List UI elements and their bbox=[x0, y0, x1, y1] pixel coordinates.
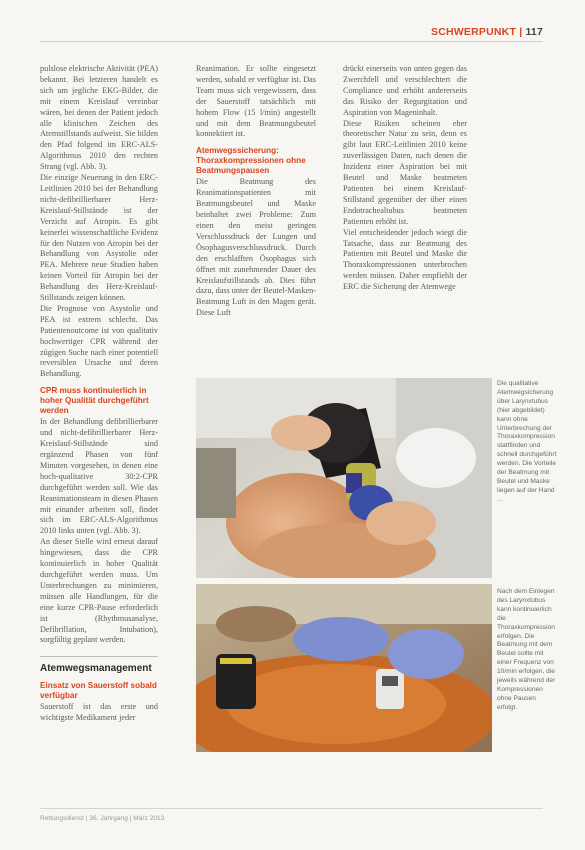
paragraph: Sauerstoff ist das erste und wichtigste Medikament jeder bbox=[40, 702, 158, 723]
photo-airway-bag-ventilation bbox=[196, 378, 492, 578]
section-title: Atemwegsmanagement bbox=[40, 663, 152, 675]
footer-citation: Rettungsdienst | 36. Jahrgang | März 2013 bbox=[40, 815, 165, 822]
paragraph: Die Beatmung des Reanimationspatienten mit Beatmungsbeutel und Maske beinhaltet zwei Probleme: Zum einen den meist geringen Verschlussdruck der Lungen und Ösophagusverschlussdruck. Durch den erschlafften Ösophagus sich öffnet mit zunehmender Dauer des Kreislaufstillstands ab. Dies führt dazu, dass unter der Beutel-Masken-Beatmung Luft in den Magen gerät. Diese Luft bbox=[196, 177, 316, 318]
text-column-2 bbox=[196, 64, 316, 354]
text-column-1 bbox=[40, 64, 158, 744]
footer-rule bbox=[40, 808, 543, 809]
section-label: SCHWERPUNKT bbox=[431, 26, 517, 38]
paragraph: Viel entscheidender jedoch wiegt die Tatsache, dass zur Beatmung des Patienten mit Beutel und Maske die Thoraxkompressionen unterbrochen werden müssen. Daher empfiehlt der ERC die Sicherung der Atemwege bbox=[343, 227, 467, 292]
section-divider bbox=[40, 656, 158, 657]
subheading: Atemwegssicherung: Thoraxkompressionen ohne Beatmungspausen bbox=[196, 146, 306, 176]
page-number: 117 bbox=[525, 26, 543, 38]
paragraph: drückt einerseits von unten gegen das Zwerchfell und verschlechtert die Compliance und erhöht andererseits das Risiko der Regurgitation und Aspiration von Mageninhalt. bbox=[343, 64, 467, 117]
paragraph: In der Behandlung defibrillierbarer und nicht-defibrillierbarer Herz-Kreislauf-Stillstände sind ergänzend Phasen von fünf Minuten vorgesehen, in denen eine hoch-qualitative 30:2-CPR durchgeführt werden soll. Wie das Reanimationsteam in diesen Phasen mit einander arbeiten soll, findet sich im ERC-ALS-Algorithmus 2010 links unten (vgl. Abb. 3). bbox=[40, 417, 158, 536]
running-header bbox=[431, 26, 543, 38]
subheading: CPR muss kontinuierlich in hoher Qualität durchgeführt werden bbox=[40, 386, 149, 416]
paragraph: Diese Risiken scheinen eher theoretischer Natur zu sein, denn es gibt laut ERC-Leitlinien 2010 keine zuverlässigen Daten, nach denen die Inzidenz einer Aspiration bei mit Beutel und Maske beatmeten Patienten bei einem Kreislauf-Stillstand gegenüber der über einen Endotrachealtubus beatmeten Patienten erhöht ist. bbox=[343, 118, 467, 226]
header-separator: | bbox=[519, 26, 523, 38]
figure-caption: Die qualitative Atemwegsicherung über Larynxtubus (hier abgebildet) kann ohne Unterbrechung der Thoraxkompression stattfinden und schnell durchgeführt werden. Die Vorteile der Beatmung mit Beutel und Maske liegen auf der Hand ... bbox=[497, 380, 557, 503]
paragraph: Die Prognose von Asystolie und PEA ist extrem schlecht. Das Patientenoutcome ist von qualitativ hochwertiger CPR während der zügigen Suche nach einer potentiell reversiblen Ursache und deren Behandlung. bbox=[40, 303, 158, 379]
text-column-3 bbox=[343, 64, 467, 354]
paragraph: Reanimation. Er sollte eingesetzt werden, sobald er verfügbar ist. Das Team muss sich vergewissern, dass der Sauerstoff tatsächlich mit hohem Flow (15 l/min) angestellt und mit dem Beatmungsbeutel konnektiert ist. bbox=[196, 64, 316, 139]
paragraph: Die einzige Neuerung in den ERC-Leitlinien 2010 bei der Behandlung nicht-defibrillierbarer Herz-Kreislauf-Stillstände ist der Verzicht auf Atropin. Es gibt keinerlei wissenschaftliche Evidenz für den Nutzen von Atropin bei der Behandlung von Asystolie oder PEA. Mehrere neue Studien haben keinen Vorteil für Atropin bei der Behandlung des Herz-Kreislauf-Stillstands zeigen können. bbox=[40, 173, 158, 303]
paragraph: An dieser Stelle wird erneut darauf hingewiesen, dass die CPR kontinuierlich in hoher Qualität durchgeführt werden muss. Um Unterbrechungen zu minimieren, müssen alle Handlungen, für die eine kurze CPR-Pause erforderlich ist (Rhythmusanalyse, Defibrillation, Intubation), sorgfältig geplant werden. bbox=[40, 537, 158, 645]
photo-chest-compressions bbox=[196, 584, 492, 752]
paragraph: pulslose elektrische Aktivität (PEA) bekannt. Bei letzteren handelt es sich um jegliche EKG-Bilder, die mit einem Kreislauf vereinbar wären, bei denen der Patient jedoch alle klinischen Zeichen des Atemstillstands aufweist. Sie bilden den Pfad folgend im ERC-ALS-Algorithmus 2010 den rechten Strang (vgl. Abb. 3). bbox=[40, 64, 158, 172]
figure-caption: Nach dem Einlegen des Larynxtubus kann kontinuierlich die Thoraxkompression erfolgen. Die Beatmung mit dem Beutel sollte mit einer Frequenz von 10/min erfolgen, die jeweils während der Kompressionen ohne Pausen erfolgt. bbox=[497, 588, 556, 711]
subheading: Einsatz von Sauerstoff sobald verfügbar bbox=[40, 681, 157, 701]
header-rule bbox=[40, 41, 543, 42]
